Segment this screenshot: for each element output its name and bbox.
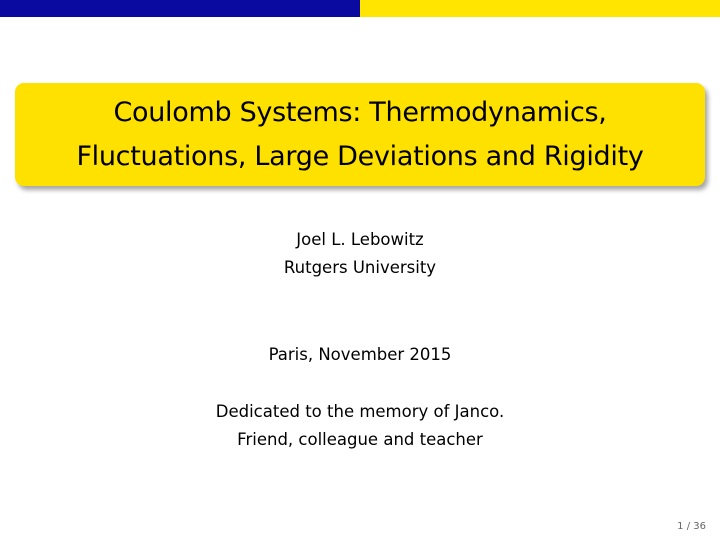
author-name: Joel L. Lebowitz — [296, 230, 424, 249]
dedication-line-2: Friend, colleague and teacher — [237, 430, 483, 449]
author-block — [0, 226, 720, 282]
top-bar-yellow-segment — [360, 0, 720, 17]
author-affiliation: Rutgers University — [283, 258, 437, 277]
dedication-block — [0, 398, 720, 454]
page-number: 1 / 36 — [677, 521, 706, 532]
top-bar-blue-segment — [0, 0, 360, 17]
title-line-2: Fluctuations, Large Deviations and Rigidity — [76, 140, 644, 172]
top-header-bar — [0, 0, 720, 17]
dedication-line-1: Dedicated to the memory of Janco. — [215, 402, 505, 421]
title-box — [15, 83, 705, 186]
title-line-1: Coulomb Systems: Thermodynamics, — [113, 96, 607, 128]
venue-date: Paris, November 2015 — [268, 345, 452, 364]
